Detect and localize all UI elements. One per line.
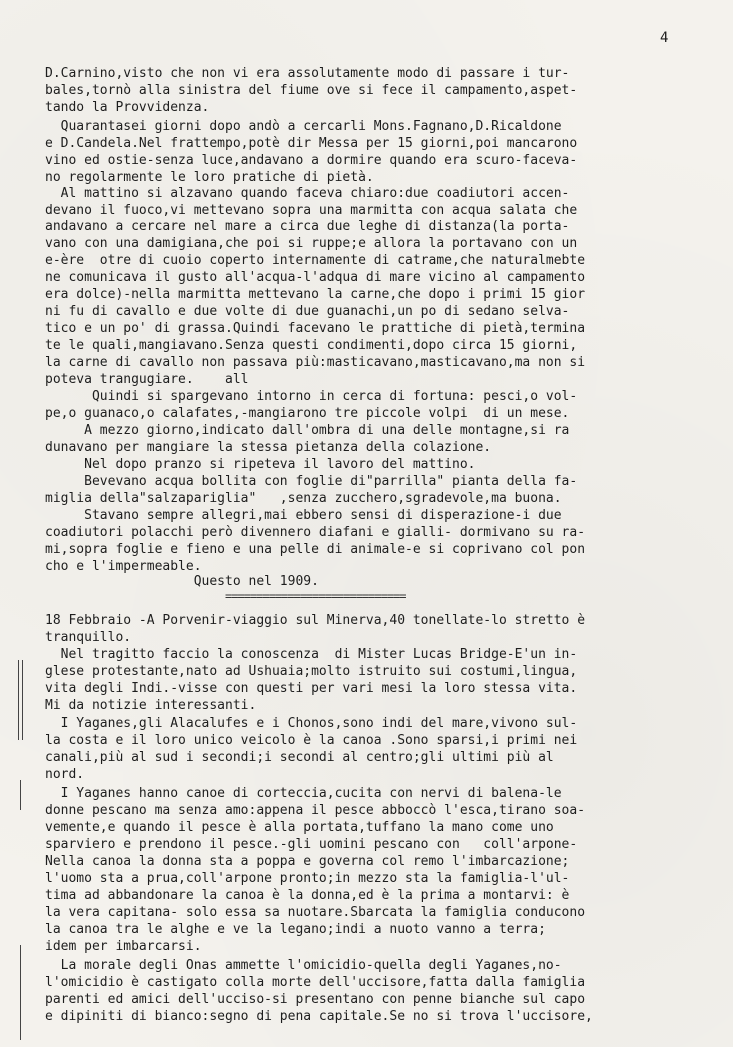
- text-line: vino ed ostie-senza luce,andavano a dormire quando era scuro-faceva-: [45, 153, 578, 168]
- text-line: la canoa tra le alghe e ve la legano;indi a nuoto vanno a terra;: [45, 922, 546, 937]
- text-line: tando la Provvidenza.: [45, 100, 210, 115]
- text-line: A mezzo giorno,indicato dall'ombra di una delle montagne,si ra: [45, 423, 570, 438]
- text-line: e D.Candela.Nel frattempo,potè dir Messa per 15 giorni,poi mancarono: [45, 136, 578, 151]
- text-line: Quindi si spargevano intorno in cerca di fortuna: pesci,o vol-: [45, 389, 578, 404]
- text-line: sparviero e prendono il pesce.-gli uomini pescano con coll'arpone-: [45, 837, 578, 852]
- text-line: e dipiniti di bianco:segno di pena capitale.Se no si trova l'uccisore,: [45, 1009, 593, 1024]
- text-line: Bevevano acqua bollita con foglie di"parrilla" pianta della fa-: [45, 474, 578, 489]
- text-line: D.Carnino,visto che non vi era assolutamente modo di passare i tur-: [45, 66, 570, 81]
- text-line: ne comunicava il gusto all'acqua-l'adqua di mare vicino al campamento: [45, 270, 586, 285]
- text-line: pe,o guanaco,o calafates,-mangiarono tre piccole volpi di un mese.: [45, 406, 570, 421]
- text-line: coadiutori polacchi però divennero diafani e gialli- dormivano su ra-: [45, 525, 586, 540]
- margin-mark: [20, 945, 21, 1040]
- text-line: Questo nel 1909.: [45, 574, 319, 589]
- text-line: nord.: [45, 767, 85, 782]
- text-line: La morale degli Onas ammette l'omicidio-quella degli Yaganes,no-: [45, 958, 562, 973]
- page-number: 4: [660, 30, 669, 46]
- text-line: ni fu di cavallo e due volte di due guanachi,un po di sedano selva-: [45, 304, 570, 319]
- text-line: l'uomo sta a prua,coll'arpone pronto;in mezzo sta la famiglia-l'ul-: [45, 871, 570, 886]
- text-line: I Yaganes hanno canoe di corteccia,cucita con nervi di balena-le: [45, 786, 562, 801]
- text-line: la costa e il loro unico veicolo è la canoa .Sono sparsi,i primi nei: [45, 733, 578, 748]
- text-line: la vera capitana- solo essa sa nuotare.Sbarcata la famiglia conducono: [45, 905, 586, 920]
- text-line: e-ère otre di cuoio coperto internamente di catrame,che naturalmebte: [45, 253, 586, 268]
- margin-mark: [18, 660, 19, 740]
- text-line: canali,più al sud i secondi;i secondi al centro;gli ultimi più al: [45, 750, 554, 765]
- text-line: Nel tragitto faccio la conoscenza di Mister Lucas Bridge-E'un in-: [45, 647, 578, 662]
- text-line: Mi da notizie interessanti.: [45, 698, 257, 713]
- text-line: Quarantasei giorni dopo andò a cercarli Mons.Fagnano,D.Ricaldone: [45, 119, 562, 134]
- text-line: la carne di cavallo non passava più:masticavano,masticavano,ma non si: [45, 355, 586, 370]
- text-line: devano il fuoco,vi mettevano sopra una marmitta con acqua salata che: [45, 203, 578, 218]
- text-line: tranquillo.: [45, 630, 132, 645]
- text-line: te le quali,mangiavano.Senza questi condimenti,dopo circa 15 giorni,: [45, 338, 578, 353]
- text-line: I Yaganes,gli Alacalufes e i Chonos,sono indi del mare,vivono sul-: [45, 716, 578, 731]
- text-line: Stavano sempre allegri,mai ebbero sensi di disperazione-i due: [45, 508, 562, 523]
- margin-mark: [22, 660, 23, 740]
- text-line: glese protestante,nato ad Ushuaia;molto istruito sui costumi,lingua,: [45, 664, 578, 679]
- text-line: parenti ed amici dell'ucciso-si presentano con penne bianche sul capo: [45, 992, 586, 1007]
- text-line: no regolarmente le loro pratiche di pietà.: [45, 170, 374, 185]
- text-line: Nel dopo pranzo si ripeteva il lavoro del mattino.: [45, 457, 476, 472]
- section-heading-line: 18 Febbraio -A Porvenir-viaggio sul Minerva,40 tonellate-lo stretto è: [45, 613, 586, 628]
- section-separator: =============================: [225, 589, 406, 603]
- text-line: vano con una damigiana,che poi si ruppe;e allora la portavano con un: [45, 236, 578, 251]
- text-line: mi,sopra foglie e fieno e una pelle di animale-e si coprivano col pon: [45, 542, 586, 557]
- text-line: bales,tornò alla sinistra del fiume ove si fece il campamento,aspet-: [45, 83, 578, 98]
- text-line: dunavano per mangiare la stessa pietanza della colazione.: [45, 440, 492, 455]
- margin-mark: [20, 780, 21, 810]
- text-line: miglia della"salzapariglia" ,senza zucchero,sgradevole,ma buona.: [45, 491, 562, 506]
- text-line: cho e l'impermeable.: [45, 559, 202, 574]
- text-line: vita degli Indi.-visse con questi per vari mesi la loro stessa vita.: [45, 681, 578, 696]
- text-line: donne pescano ma senza amo:appena il pesce abboccò l'esca,tirano soa-: [45, 803, 586, 818]
- text-line: era dolce)-nella marmitta mettevano la carne,che dopo i primi 15 gior: [45, 287, 586, 302]
- text-line: Al mattino si alzavano quando faceva chiaro:due coadiutori accen-: [45, 186, 570, 201]
- text-line: tima ad abbandonare la canoa è la donna,ed è la prima a montarvi: è: [45, 888, 570, 903]
- text-line: Nella canoa la donna sta a poppa e governa col remo l'imbarcazione;: [45, 854, 570, 869]
- text-line: poteva trangugiare. all: [45, 372, 249, 387]
- text-line: idem per imbarcarsi.: [45, 939, 202, 954]
- text-line: vemente,e quando il pesce è alla portata,tuffano la mano come uno: [45, 820, 554, 835]
- text-line: andavano a cercare nel mare a circa due leghe di distanza(la porta-: [45, 219, 570, 234]
- text-line: tico e un po' di grassa.Quindi facevano le prattiche di pietà,termina: [45, 321, 586, 336]
- text-line: l'omicidio è castigato colla morte dell'uccisore,fatta dalla famiglia: [45, 975, 586, 990]
